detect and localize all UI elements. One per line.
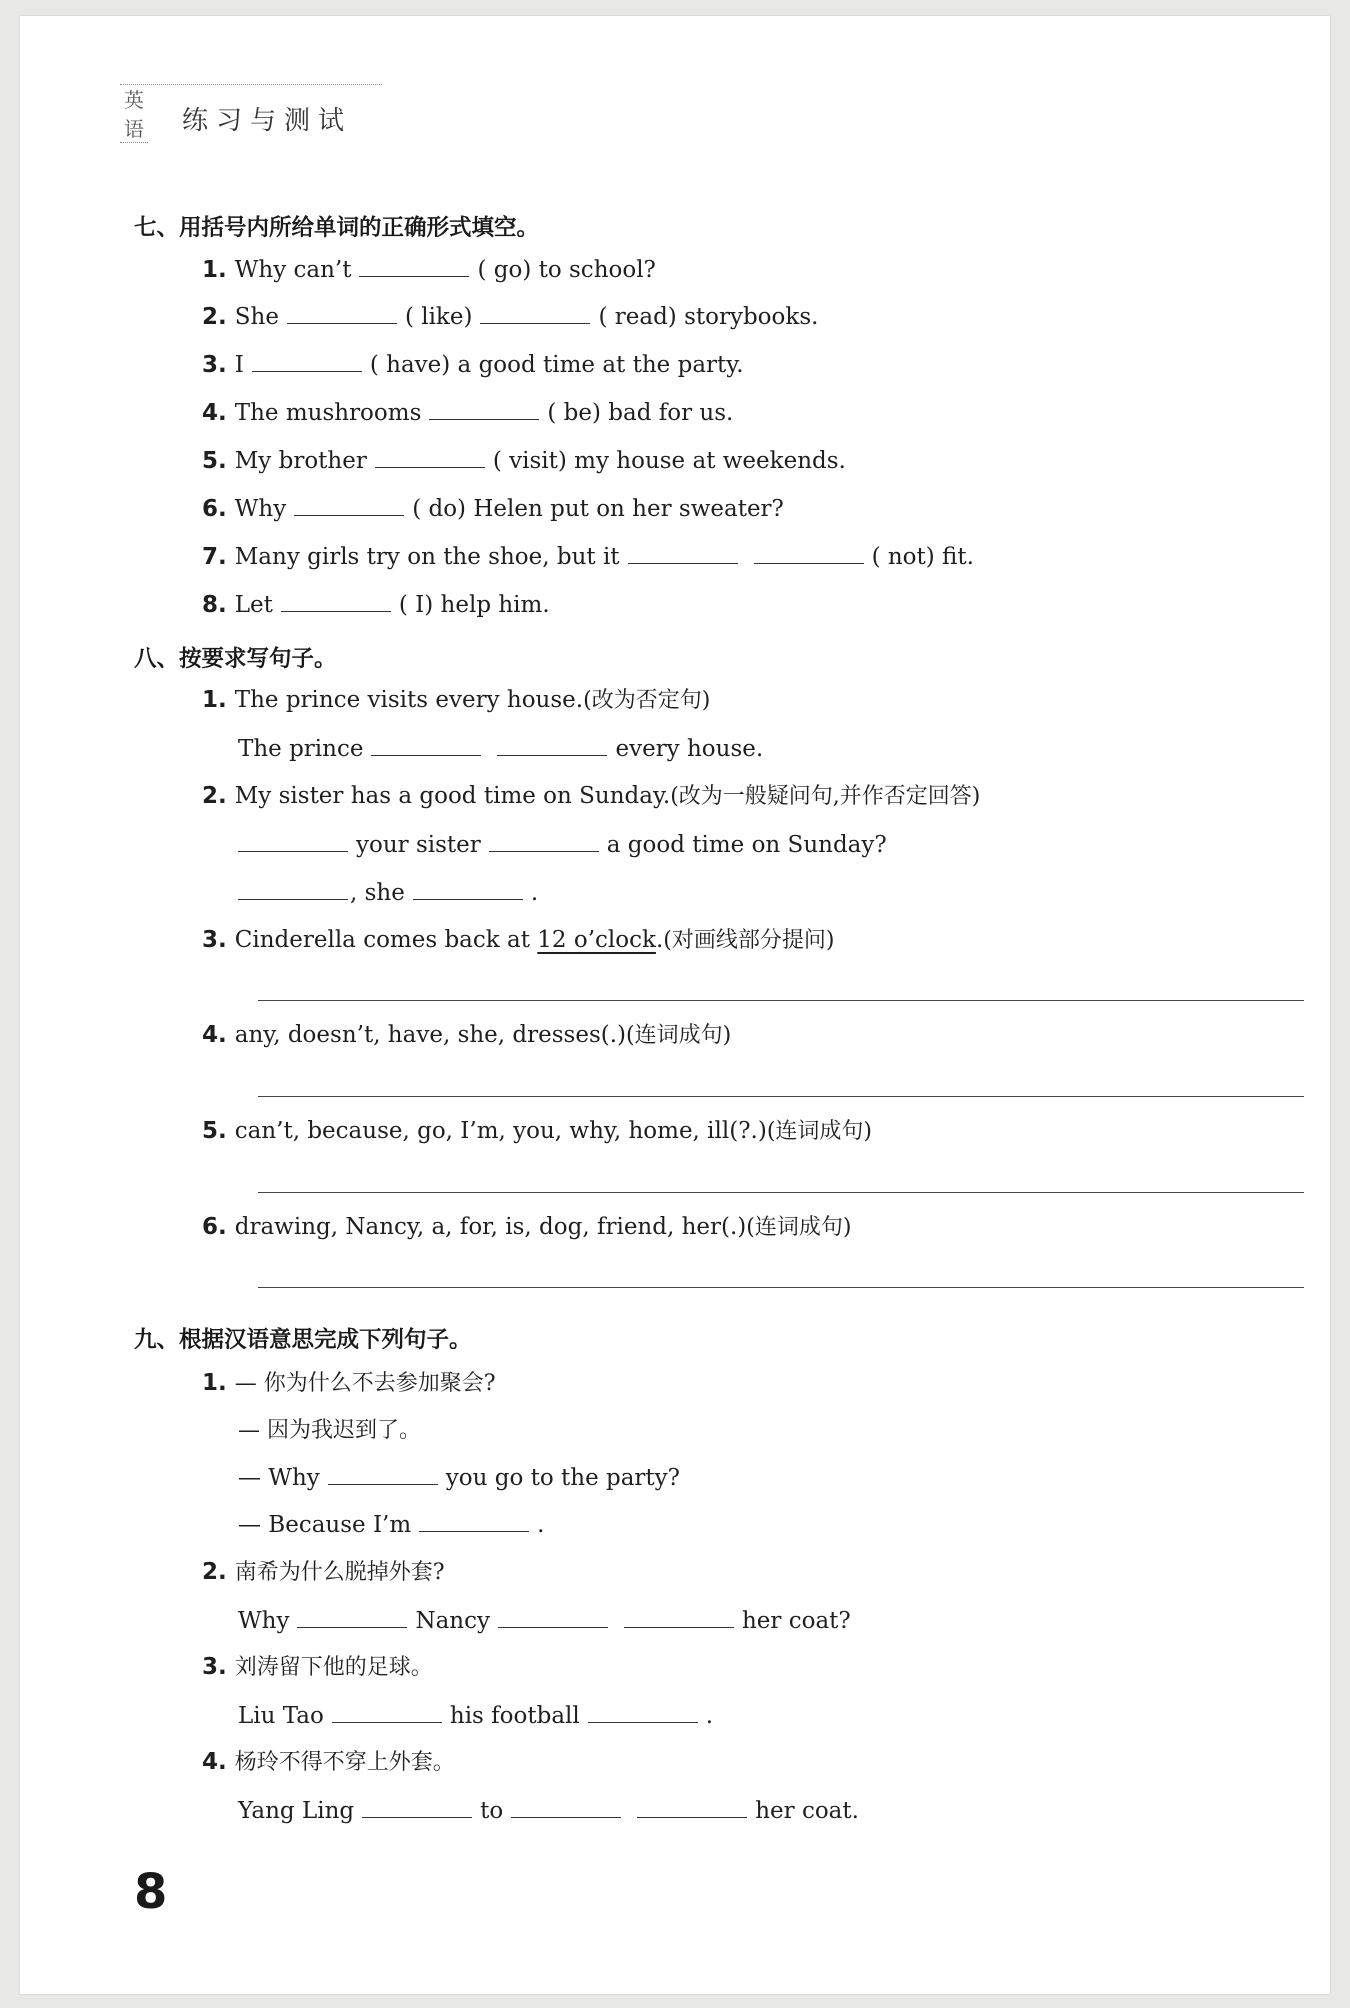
answer-line[interactable]: [258, 1000, 1304, 1001]
answer-blank[interactable]: [238, 829, 348, 852]
item-text: ( I) help him.: [398, 592, 550, 618]
s8-item-5: [202, 1116, 872, 1147]
item-text: — Because I’m: [238, 1512, 412, 1538]
underlined-phrase: 12 o’clock: [537, 927, 656, 953]
item-hint: (改为一般疑问句,并作否定回答): [670, 784, 981, 809]
item-number: 2.: [202, 1559, 227, 1585]
answer-blank[interactable]: [252, 349, 362, 372]
item-number: 1.: [202, 1370, 227, 1396]
answer-blank[interactable]: [497, 733, 607, 756]
answer-blank[interactable]: [371, 733, 481, 756]
section-9-title: 九、根据汉语意思完成下列句子。: [134, 1327, 472, 1353]
item-text: ( do) Helen put on her sweater?: [412, 496, 784, 522]
s7-item-6: [202, 493, 784, 524]
item-text: .: [705, 1703, 714, 1729]
item-text: her coat.: [755, 1798, 859, 1824]
s8-item-6: [202, 1212, 851, 1243]
page-number: 8: [134, 1864, 168, 1920]
s7-item-2: [202, 301, 818, 332]
answer-blank[interactable]: [328, 1462, 438, 1485]
item-text: ( read) storybooks.: [598, 304, 819, 330]
answer-line[interactable]: [258, 1287, 1304, 1288]
s7-item-4: [202, 397, 733, 428]
item-chinese: — 因为我迟到了。: [238, 1418, 421, 1443]
item-number: 2.: [202, 783, 227, 809]
answer-blank[interactable]: [359, 254, 469, 277]
item-text: ( visit) my house at weekends.: [492, 448, 846, 474]
s9-item-4-en: [238, 1795, 859, 1826]
item-text: , she: [350, 880, 405, 906]
s8-item-1: [202, 685, 710, 716]
item-number: 6.: [202, 496, 227, 522]
item-text: I: [234, 352, 244, 378]
item-number: 2.: [202, 304, 227, 330]
item-number: 6.: [202, 1214, 227, 1240]
item-text: your sister: [356, 832, 481, 858]
item-text: The mushrooms: [234, 400, 422, 426]
item-hint: (对画线部分提问): [663, 928, 835, 953]
item-text: The prince: [238, 736, 364, 762]
answer-blank[interactable]: [332, 1700, 442, 1723]
answer-blank[interactable]: [637, 1795, 747, 1818]
s9-item-2-zh: [202, 1557, 445, 1588]
item-text: any, doesn’t, have, she, dresses(.): [234, 1022, 627, 1048]
item-text: .: [530, 880, 539, 906]
item-number: 1.: [202, 687, 227, 713]
subject-label: 英语: [120, 84, 148, 143]
answer-blank[interactable]: [238, 877, 348, 900]
answer-blank[interactable]: [489, 829, 599, 852]
s7-item-5: [202, 445, 846, 476]
item-text: Why: [238, 1608, 290, 1634]
answer-blank[interactable]: [281, 589, 391, 612]
item-chinese: — 你为什么不去参加聚会?: [234, 1371, 496, 1396]
item-text: My sister has a good time on Sunday.: [234, 783, 671, 809]
item-number: 4.: [202, 1022, 227, 1048]
book-title: 练习与测试: [182, 106, 353, 136]
item-text: Why: [234, 496, 287, 522]
s8-item-3: [202, 925, 834, 956]
item-number: 5.: [202, 448, 227, 474]
answer-blank[interactable]: [628, 541, 738, 564]
item-text: Liu Tao: [238, 1703, 324, 1729]
item-text: ( go) to school?: [477, 257, 656, 283]
item-text: Let: [234, 592, 273, 618]
item-number: 8.: [202, 592, 227, 618]
s9-item-4-zh: [202, 1747, 455, 1778]
s7-item-3: [202, 349, 744, 380]
s7-item-7: [202, 541, 974, 572]
s8-item-4: [202, 1020, 731, 1051]
item-text: Cinderella comes back at: [234, 927, 530, 953]
item-text: Why can’t: [234, 257, 352, 283]
s8-item-2-answer-b: [238, 877, 538, 908]
item-text: .: [655, 927, 664, 953]
answer-blank[interactable]: [480, 301, 590, 324]
answer-blank[interactable]: [511, 1795, 621, 1818]
item-text: to: [480, 1798, 504, 1824]
answer-blank[interactable]: [287, 301, 397, 324]
item-text: his football: [449, 1703, 580, 1729]
s8-item-2-answer-a: [238, 829, 887, 860]
item-number: 4.: [202, 1749, 227, 1775]
s9-item-1-en1: [238, 1462, 680, 1493]
item-chinese: 杨玲不得不穿上外套。: [234, 1750, 455, 1775]
answer-blank[interactable]: [413, 877, 523, 900]
item-text: drawing, Nancy, a, for, is, dog, friend, her(.): [234, 1214, 747, 1240]
s8-item-2: [202, 781, 980, 812]
item-chinese: 刘涛留下他的足球。: [234, 1655, 433, 1680]
item-chinese: 南希为什么脱掉外套?: [234, 1560, 445, 1585]
item-text: ( like): [404, 304, 473, 330]
section-8-title: 八、按要求写句子。: [134, 646, 337, 672]
item-text: every house.: [615, 736, 764, 762]
answer-line[interactable]: [258, 1192, 1304, 1193]
item-text: ( be) bad for us.: [547, 400, 734, 426]
s9-item-1-zh1: [202, 1368, 496, 1399]
item-text: can’t, because, go, I’m, you, why, home, ill(?.): [234, 1118, 767, 1144]
answer-blank[interactable]: [624, 1605, 734, 1628]
answer-blank[interactable]: [375, 445, 485, 468]
item-text: ( have) a good time at the party.: [369, 352, 744, 378]
s9-item-3-zh: [202, 1652, 433, 1683]
item-text: Nancy: [415, 1608, 490, 1634]
item-text: you go to the party?: [445, 1465, 680, 1491]
item-text: Many girls try on the shoe, but it: [234, 544, 620, 570]
header-rule: [120, 84, 382, 85]
item-number: 5.: [202, 1118, 227, 1144]
answer-blank[interactable]: [754, 541, 864, 564]
item-text: My brother: [234, 448, 367, 474]
item-text: a good time on Sunday?: [606, 832, 887, 858]
answer-line[interactable]: [258, 1096, 1304, 1097]
item-number: 3.: [202, 1654, 227, 1680]
s9-item-3-en: [238, 1700, 713, 1731]
item-text: her coat?: [741, 1608, 851, 1634]
section-7-title: 七、用括号内所给单词的正确形式填空。: [134, 215, 540, 241]
s9-item-2-en: [238, 1605, 851, 1636]
answer-blank[interactable]: [419, 1509, 529, 1532]
s9-item-1-en2: [238, 1509, 544, 1540]
item-text: ( not) fit.: [871, 544, 974, 570]
item-number: 3.: [202, 927, 227, 953]
answer-blank[interactable]: [429, 397, 539, 420]
s7-item-8: [202, 589, 550, 620]
item-hint: (连词成句): [746, 1215, 852, 1240]
answer-blank[interactable]: [362, 1795, 472, 1818]
item-hint: (连词成句): [626, 1023, 732, 1048]
item-number: 7.: [202, 544, 227, 570]
item-number: 3.: [202, 352, 227, 378]
item-text: .: [537, 1512, 545, 1538]
answer-blank[interactable]: [588, 1700, 698, 1723]
item-text: — Why: [238, 1465, 320, 1491]
item-text: The prince visits every house.: [234, 687, 584, 713]
s9-item-1-zh2: [238, 1415, 421, 1446]
item-hint: (改为否定句): [583, 688, 711, 713]
item-hint: (连词成句): [766, 1119, 872, 1144]
item-text: She: [234, 304, 279, 330]
item-number: 4.: [202, 400, 227, 426]
answer-blank[interactable]: [294, 493, 404, 516]
item-number: 1.: [202, 257, 227, 283]
answer-blank[interactable]: [498, 1605, 608, 1628]
s8-item-1-answer: [238, 733, 763, 764]
s7-item-1: [202, 254, 656, 285]
answer-blank[interactable]: [297, 1605, 407, 1628]
workbook-page: [20, 16, 1330, 1994]
item-text: Yang Ling: [238, 1798, 355, 1824]
